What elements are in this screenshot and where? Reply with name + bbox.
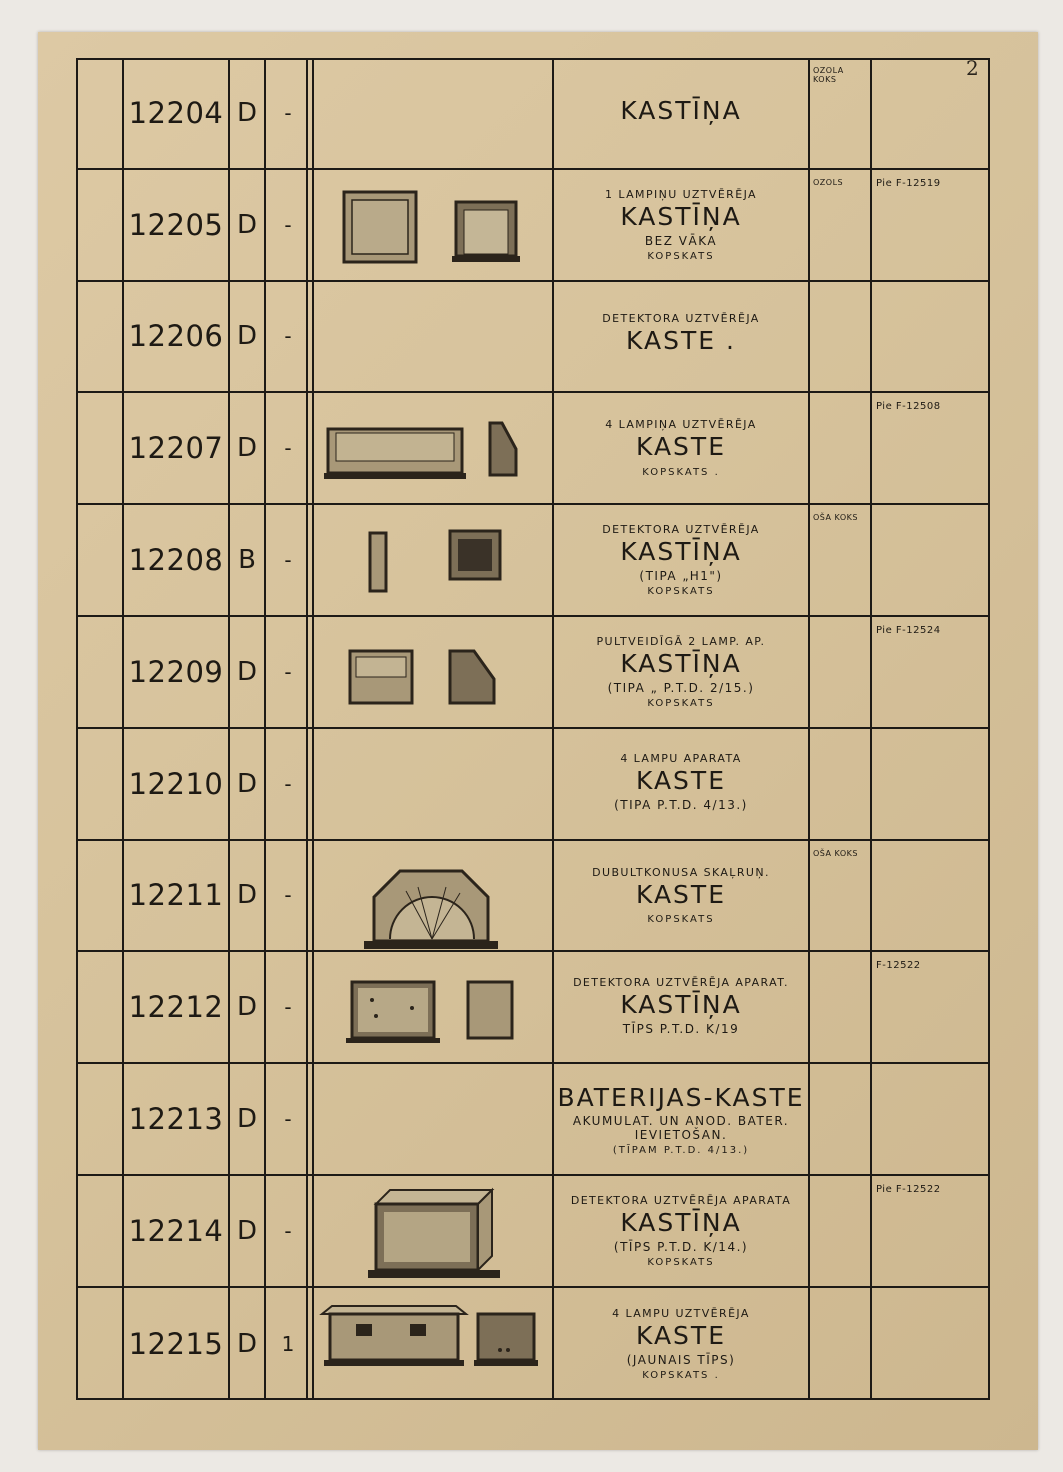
item-type: AKUMULAT. UN ANOD. BATER. IEVIETOŠAN. — [572, 1114, 790, 1143]
item-category: D — [236, 433, 258, 464]
item-reference — [872, 841, 988, 951]
item-description — [554, 729, 808, 839]
item-description — [554, 1288, 808, 1400]
item-sketch — [314, 505, 552, 615]
item-material — [810, 617, 870, 727]
item-category: D — [236, 1104, 258, 1135]
item-reference — [872, 505, 988, 615]
item-type: (JAUNAIS TĪPS) — [626, 1352, 736, 1367]
item-type: (TIPA „H1") — [639, 568, 723, 583]
box-sketch-icon — [314, 617, 552, 727]
table-row — [76, 58, 990, 170]
item-view: (TĪPAM P.T.D. 4/13.) — [612, 1145, 750, 1157]
item-purpose: 1 LAMPIŅU UZTVĒRĒJA — [605, 187, 757, 201]
item-purpose: DETEKTORA UZTVĒRĒJA — [602, 312, 760, 326]
item-sketch — [314, 282, 552, 392]
item-type: BEZ VĀKA — [644, 233, 718, 248]
item-view: KOPSKATS — [647, 585, 715, 597]
item-category: D — [236, 97, 258, 128]
item-category: D — [236, 768, 258, 799]
item-category: D — [236, 656, 258, 687]
item-reference — [872, 1064, 988, 1174]
item-category: D — [236, 321, 258, 352]
box-sketch-icon — [314, 1176, 552, 1286]
item-material: OZOLS — [813, 177, 844, 187]
item-reference: F-12522 — [876, 960, 921, 972]
item-material — [810, 729, 870, 839]
item-sheet: - — [284, 1107, 292, 1132]
item-reference: Pie F-12524 — [876, 625, 941, 636]
table-row — [76, 617, 990, 729]
table-row — [76, 729, 990, 841]
table-row — [76, 505, 990, 617]
item-type: TĪPS P.T.D. K/19 — [622, 1021, 740, 1036]
item-view: KOPSKATS — [647, 250, 715, 262]
item-reference: Pie F-12522 — [876, 1184, 941, 1195]
item-description — [554, 617, 808, 727]
item-number: 12213 — [128, 1102, 224, 1137]
item-title: KASTE . — [626, 326, 736, 356]
item-number: 12206 — [128, 319, 224, 354]
item-title: KASTĪŅA — [620, 96, 742, 126]
item-description — [554, 1064, 808, 1174]
item-title: BATERIJAS-KASTE — [557, 1082, 805, 1112]
table-row — [76, 282, 990, 394]
item-sheet: - — [284, 771, 292, 796]
item-number: 12210 — [128, 766, 224, 801]
item-purpose: DUBULTKONUSA SKAĻRUŅ. — [592, 865, 770, 879]
item-view: KOPSKATS — [647, 914, 715, 926]
item-view: KOPSKATS . — [642, 1369, 720, 1381]
item-category: D — [236, 1328, 258, 1359]
item-number: 12214 — [128, 1213, 224, 1248]
table-row — [76, 1064, 990, 1176]
item-sketch — [314, 841, 552, 951]
item-sheet: - — [284, 548, 292, 573]
item-material — [810, 1176, 870, 1286]
item-description — [554, 1176, 808, 1286]
item-number: 12204 — [128, 95, 224, 130]
item-sketch — [314, 393, 552, 503]
item-number: 12209 — [128, 654, 224, 689]
item-reference — [872, 282, 988, 392]
item-sheet: - — [284, 324, 292, 349]
item-description — [554, 58, 808, 168]
item-category: B — [238, 545, 256, 576]
box-sketch-icon — [314, 841, 552, 951]
item-reference — [872, 729, 988, 839]
item-sheet: - — [284, 659, 292, 684]
item-title: KASTĪŅA — [620, 201, 742, 231]
item-reference: Pie F-12508 — [876, 401, 941, 413]
item-title: KASTE — [636, 432, 726, 462]
item-category: D — [236, 209, 258, 240]
item-material: OZOLA KOKS — [813, 66, 844, 84]
item-sheet: - — [284, 883, 292, 908]
item-sketch — [314, 729, 552, 839]
table-row — [76, 170, 990, 282]
item-view: KOPSKATS . — [642, 467, 720, 479]
table-row — [76, 1288, 990, 1400]
box-sketch-icon — [314, 393, 552, 503]
item-description — [554, 393, 808, 503]
item-title: KASTĪŅA — [620, 649, 742, 679]
item-title: KASTĪŅA — [620, 1208, 742, 1238]
item-description — [554, 505, 808, 615]
item-sketch — [314, 58, 552, 168]
item-sheet: - — [284, 100, 292, 125]
item-view: KOPSKATS — [647, 697, 715, 709]
item-purpose: 4 LAMPU UZTVĒRĒJA — [612, 1306, 750, 1320]
item-reference: Pie F-12519 — [876, 177, 941, 189]
item-sketch — [314, 1288, 552, 1400]
item-number: 12215 — [128, 1326, 224, 1361]
item-sketch — [314, 1064, 552, 1174]
table-row — [76, 1176, 990, 1288]
table-row — [76, 393, 990, 505]
item-sheet: 1 — [281, 1331, 295, 1356]
item-purpose: DETEKTORA UZTVĒRĒJA — [602, 523, 760, 537]
item-type: (TIPA P.T.D. 4/13.) — [614, 798, 748, 813]
item-title: KASTĪŅA — [620, 537, 742, 567]
item-material — [810, 1288, 870, 1400]
item-sheet: - — [284, 212, 292, 237]
box-sketch-icon — [314, 170, 552, 280]
item-number: 12212 — [128, 990, 224, 1025]
item-category: D — [236, 1215, 258, 1246]
item-purpose: DETEKTORA UZTVĒRĒJA APARATA — [570, 1194, 792, 1208]
item-reference — [872, 1288, 988, 1400]
item-material — [810, 393, 870, 503]
item-sheet: - — [284, 436, 292, 461]
item-title: KASTE — [636, 879, 726, 909]
item-material: OŠA KOKS — [813, 513, 858, 523]
item-number: 12207 — [128, 431, 224, 466]
item-material — [810, 1064, 870, 1174]
item-sheet: - — [284, 995, 292, 1020]
item-material: OŠA KOKS — [813, 848, 858, 858]
item-sketch — [314, 170, 552, 280]
item-type: (TĪPS P.T.D. K/14.) — [613, 1239, 749, 1254]
item-material — [810, 952, 870, 1062]
item-category: D — [236, 992, 258, 1023]
item-description — [554, 170, 808, 280]
item-title: KASTE — [636, 1320, 726, 1350]
item-title: KASTĪŅA — [620, 989, 742, 1019]
item-number: 12205 — [128, 207, 224, 242]
item-sketch — [314, 1176, 552, 1286]
item-reference — [872, 58, 988, 168]
item-title: KASTE — [636, 766, 726, 796]
table-row — [76, 952, 990, 1064]
page-mark: 2 — [966, 56, 979, 80]
item-material — [810, 282, 870, 392]
box-sketch-icon — [314, 505, 552, 615]
item-purpose: DETEKTORA UZTVĒRĒJA APARAT. — [573, 975, 789, 989]
box-sketch-icon — [314, 952, 552, 1062]
item-purpose: PULTVEIDĪGĀ 2 LAMP. AP. — [596, 635, 766, 649]
box-sketch-icon — [314, 1288, 552, 1398]
item-purpose: 4 LAMPIŅA UZTVĒRĒJA — [605, 418, 757, 432]
item-category: D — [236, 880, 258, 911]
item-number: 12208 — [128, 543, 224, 578]
item-description — [554, 841, 808, 951]
item-sheet: - — [284, 1218, 292, 1243]
item-number: 12211 — [128, 878, 224, 913]
item-description — [554, 952, 808, 1062]
item-view: KOPSKATS — [647, 1256, 715, 1268]
item-sketch — [314, 952, 552, 1062]
item-sketch — [314, 617, 552, 727]
item-description — [554, 282, 808, 392]
item-purpose: 4 LAMPU APARATA — [620, 752, 742, 766]
table-row — [76, 841, 990, 953]
item-type: (TIPA „ P.T.D. 2/15.) — [607, 680, 755, 695]
